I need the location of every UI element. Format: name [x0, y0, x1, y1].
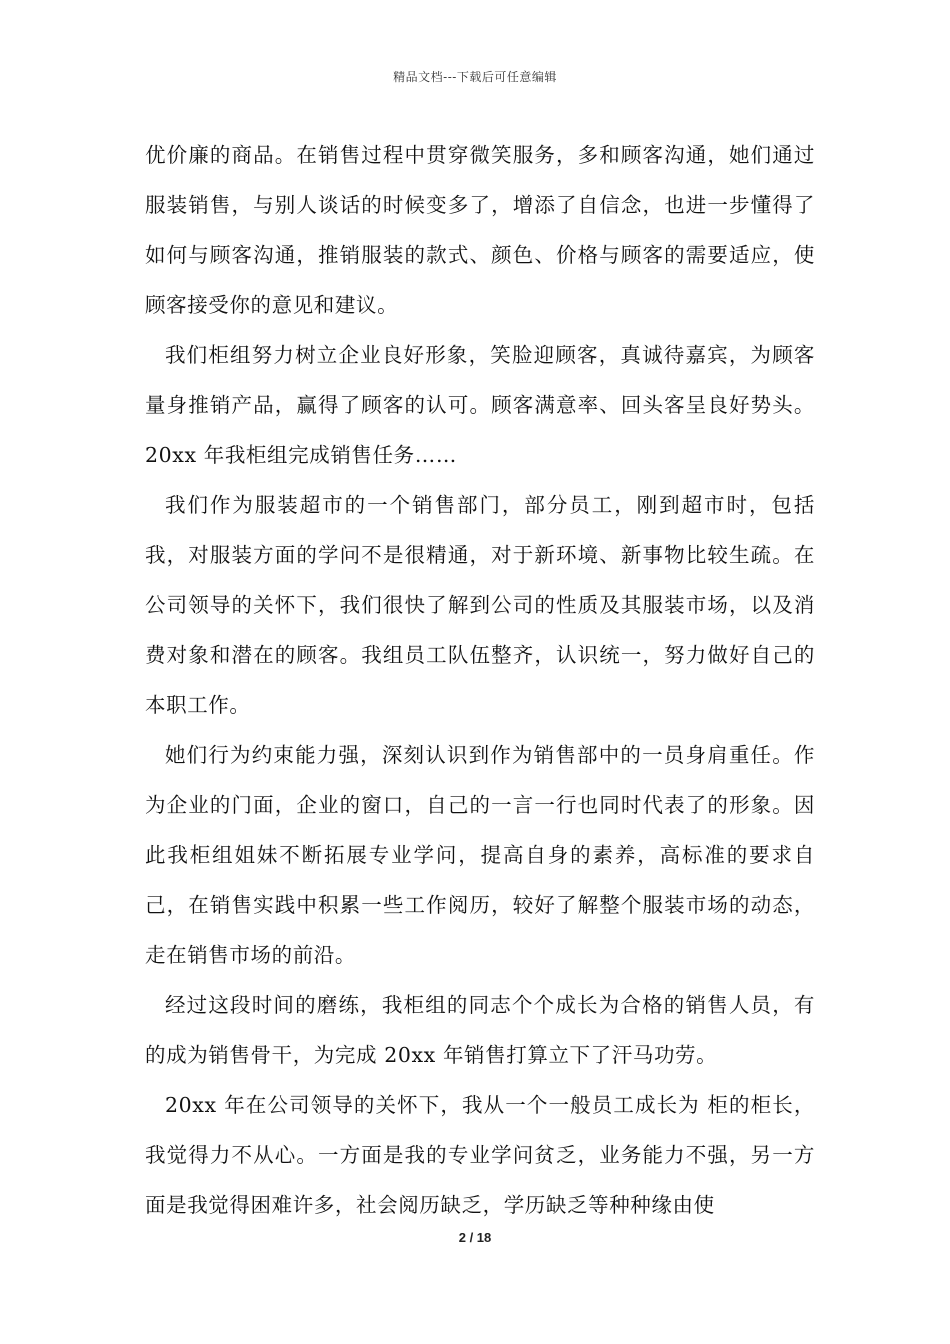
paragraph-4: 她们行为约束能力强，深刻认识到作为销售部中的一员身肩重任。作为企业的门面，企业的窗口，自己的一言一行也同时代表了的形象。因此我柜组姐妹不断拓展专业学问，提高自身的素养，高标准的要求自己，在销售实践中积累一些工作阅历，较好了解整个服装市场的动态，走在销售市场的前沿。 — [145, 743, 815, 967]
document-body — [145, 130, 815, 1230]
paragraph-3: 我们作为服装超市的一个销售部门，部分员工，刚到超市时，包括我，对服装方面的学问不是很精通，对于新环境、新事物比较生疏。在公司领导的关怀下，我们很快了解到公司的性质及其服装市场，以及消费对象和潜在的顾客。我组员工队伍整齐，认识统一，努力做好自己的本职工作。 — [145, 493, 815, 717]
paragraph-5: 经过这段时间的磨练，我柜组的同志个个成长为合格的销售人员，有的成为销售骨干，为完成 20xx 年销售打算立下了汗马功劳。 — [145, 993, 815, 1067]
paragraph-1: 优价廉的商品。在销售过程中贯穿微笑服务，多和顾客沟通，她们通过服装销售，与别人谈话的时候变多了，增添了自信念，也进一步懂得了如何与顾客沟通，推销服装的款式、颜色、价格与顾客的需要适应，使顾客接受你的意见和建议。 — [145, 143, 815, 317]
paragraph-2: 我们柜组努力树立企业良好形象，笑脸迎顾客，真诚待嘉宾，为顾客量身推销产品，赢得了顾客的认可。顾客满意率、回头客呈良好势头。20xx 年我柜组完成销售任务…… — [145, 343, 815, 467]
page-header: 精品文档---下载后可任意编辑 — [393, 70, 557, 84]
paragraph-6: 20xx 年在公司领导的关怀下，我从一个一般员工成长为 柜的柜长，我觉得力不从心。一方面是我的专业学问贫乏，业务能力不强，另一方面是我觉得困难许多，社会阅历缺乏，学历缺乏等种种缘由使 — [145, 1093, 815, 1217]
page-number: 2 / 18 — [458, 1230, 492, 1245]
